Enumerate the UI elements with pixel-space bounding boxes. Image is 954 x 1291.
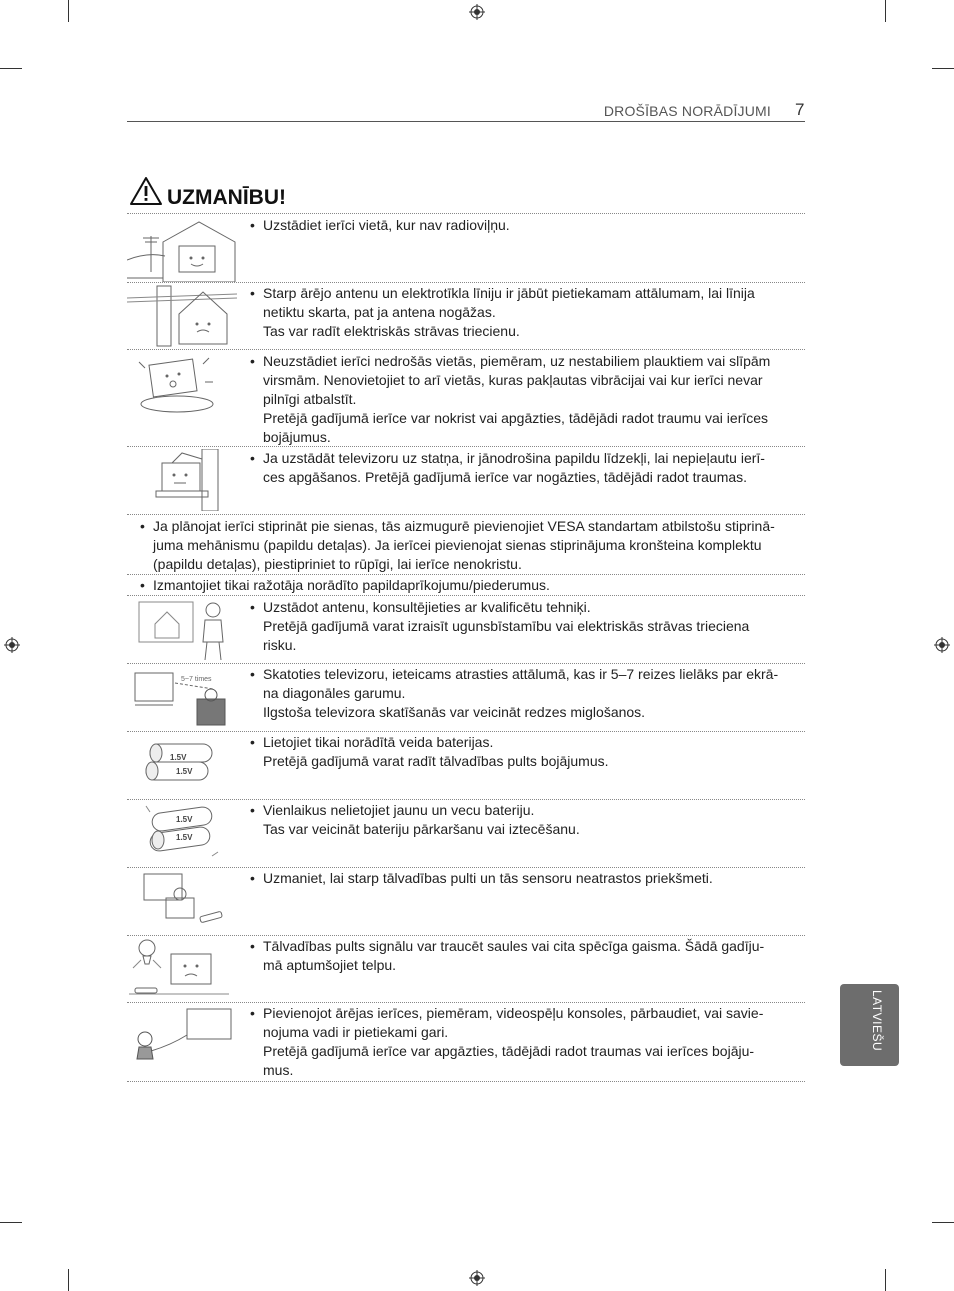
item-text: Pievienojot ārējas ierīces, piemēram, videospēļu konsoles, pārbaudiet, vai savie- — [263, 1005, 764, 1021]
item-text: nojuma vadi ir pietiekami gari. — [263, 1024, 449, 1040]
list-item — [250, 937, 803, 975]
row-divider — [127, 1002, 805, 1003]
item-text: Ilgstoša televizora skatīšanās var veicināt redzes miglošanos. — [263, 704, 646, 720]
item-text: Uzstādiet ierīci vietā, kur nav radioviļņu. — [263, 217, 510, 233]
item-text: Tas var veicināt bateriju pārkaršanu vai iztecēšanu. — [263, 821, 580, 837]
language-tab-label: LATVIEŠU — [870, 990, 884, 1052]
bullet-icon: • — [250, 734, 255, 750]
item-text: na diagonāles garumu. — [263, 685, 406, 701]
crop-mark — [885, 1269, 886, 1291]
item-text: bojājumus. — [263, 429, 331, 445]
row-divider — [127, 935, 805, 936]
row-divider — [127, 663, 805, 664]
item-text: mā aptumšojiet telpu. — [263, 957, 397, 973]
remote-obstacle-icon — [138, 870, 228, 932]
list-item — [250, 665, 803, 722]
list-item — [250, 1004, 803, 1080]
row-divider — [127, 867, 805, 868]
list-item — [250, 733, 803, 771]
battery-label: 1.5V — [176, 767, 193, 776]
item-text: Vienlaikus nelietojiet jaunu un vecu bateriju. — [263, 802, 535, 818]
item-text: Ja plānojat ierīci stiprināt pie sienas, tās aizmugurē pievienojiet VESA standartam atbilstošu stiprinā- — [153, 518, 775, 534]
crop-mark — [885, 0, 886, 22]
unstable-tv-icon — [133, 352, 223, 422]
antenna-powerline-icon — [127, 284, 237, 348]
battery-label: 1.5V — [176, 833, 193, 842]
section-title: UZMANĪBU! — [167, 186, 286, 209]
list-item — [250, 598, 803, 655]
svg-text:5~7 times: 5~7 times — [181, 676, 212, 683]
bullet-icon: • — [140, 518, 145, 534]
technician-antenna-icon — [137, 598, 231, 662]
item-text: Skatoties televizoru, ieteicams atrasties attālumā, kas ir 5–7 reizes lielāks par ekrā- — [263, 666, 779, 682]
old-new-batteries-icon — [142, 804, 222, 864]
bullet-icon: • — [250, 353, 255, 369]
registration-mark-icon — [4, 637, 20, 653]
row-divider — [127, 731, 805, 732]
item-text: Uzmaniet, lai starp tālvadības pulti un tās sensoru neatrastos priekšmeti. — [263, 870, 713, 886]
item-text: (papildu detaļas), piestipriniet to rūpīgi, lai ierīce nenokristu. — [153, 556, 522, 572]
list-item — [140, 517, 803, 574]
item-text: netiktu skarta, pat ja antena nogāžas. — [263, 304, 496, 320]
row-divider — [127, 595, 805, 596]
row-divider — [127, 799, 805, 800]
item-text: virsmām. Nenovietojiet to arī vietās, kuras pakļautas vibrācijai vai kur ierīci nevar — [263, 372, 763, 388]
row-divider — [127, 514, 805, 515]
crop-mark — [68, 0, 69, 22]
item-text: ces apgāšanos. Pretējā gadījumā ierīce var nogāzties, tādējādi radot traumas. — [263, 469, 748, 485]
language-tab — [840, 984, 899, 1066]
item-text: Tas var radīt elektriskās strāvas triecienu. — [263, 323, 520, 339]
registration-mark-icon — [934, 637, 950, 653]
bullet-icon: • — [250, 217, 255, 233]
item-text: Lietojiet tikai norādītā veida baterijas. — [263, 734, 494, 750]
item-text: Ja uzstādāt televizoru uz statņa, ir jānodrošina papildu līdzekļi, lai nepieļautu ierī- — [263, 450, 765, 466]
item-text: juma mehānismu (papildu detaļas). Ja ierīcei pievienojat sienas stiprinājuma kronšteina komplektu — [153, 537, 762, 553]
item-text: Uzstādot antenu, konsultējieties ar kvalificētu tehniķi. — [263, 599, 591, 615]
list-item — [250, 801, 803, 839]
row-divider — [127, 349, 805, 350]
bullet-icon: • — [250, 802, 255, 818]
crop-mark — [0, 1222, 22, 1223]
registration-mark-icon — [469, 1270, 485, 1286]
crop-mark — [932, 68, 954, 69]
bullet-icon: • — [140, 577, 145, 593]
header-rule — [127, 121, 805, 122]
bullet-icon: • — [250, 938, 255, 954]
viewing-distance-icon — [131, 665, 231, 729]
item-text: Neuzstādiet ierīci nedrošās vietās, piemēram, uz nestabiliem plauktiem vai slīpām — [263, 353, 771, 369]
item-text: risku. — [263, 637, 297, 653]
page-number: 7 — [795, 100, 805, 119]
battery-label: 1.5V — [176, 815, 193, 824]
house-antenna-icon — [127, 216, 237, 282]
bullet-icon: • — [250, 450, 255, 466]
item-text: Pretējā gadījumā varat radīt tālvadības pults bojājumus. — [263, 753, 609, 769]
row-divider — [127, 574, 805, 575]
list-item — [140, 576, 803, 595]
game-console-cable-icon — [131, 1005, 235, 1065]
list-item — [250, 284, 803, 341]
battery-label: 1.5V — [170, 753, 187, 762]
bullet-icon: • — [250, 285, 255, 301]
bullet-icon: • — [250, 599, 255, 615]
list-item — [250, 869, 803, 888]
item-text: Pretējā gadījumā ierīce var nokrist vai apgāzties, tādējādi radot traumu vai ierīces — [263, 410, 769, 426]
bullet-icon: • — [250, 1005, 255, 1021]
row-divider — [127, 213, 805, 214]
list-item — [250, 449, 803, 487]
sunlight-remote-icon — [129, 938, 229, 1000]
crop-mark — [932, 1222, 954, 1223]
list-item — [250, 216, 803, 235]
registration-mark-icon — [469, 4, 485, 20]
warning-triangle-icon — [129, 176, 163, 206]
item-text: Pretējā gadījumā ierīce var apgāzties, tādējādi radot traumas vai ierīces bojāju- — [263, 1043, 755, 1059]
crop-mark — [68, 1269, 69, 1291]
bullet-icon: • — [250, 666, 255, 682]
batteries-icon — [142, 740, 220, 790]
tv-wall-anchor-icon — [142, 449, 222, 511]
item-text: Izmantojiet tikai ražotāja norādīto papildaprīkojumu/piederumus. — [153, 577, 550, 593]
row-divider — [127, 1081, 805, 1082]
running-header: DROŠĪBAS NORĀDĪJUMI — [603, 103, 771, 119]
item-text: Starp ārējo antenu un elektrotīkla līniju ir jābūt pietiekamam attālumam, lai līnija — [263, 285, 755, 301]
row-divider — [127, 282, 805, 283]
item-text: Tālvadības pults signālu var traucēt saules vai cita spēcīga gaisma. Šādā gadīju- — [263, 938, 765, 954]
crop-mark — [0, 68, 22, 69]
item-text: mus. — [263, 1062, 294, 1078]
list-item — [250, 352, 803, 447]
item-text: Pretējā gadījumā varat izraisīt ugunsbīstamību vai elektriskās strāvas trieciena — [263, 618, 750, 634]
item-text: pilnīgi atbalstīt. — [263, 391, 357, 407]
bullet-icon: • — [250, 870, 255, 886]
